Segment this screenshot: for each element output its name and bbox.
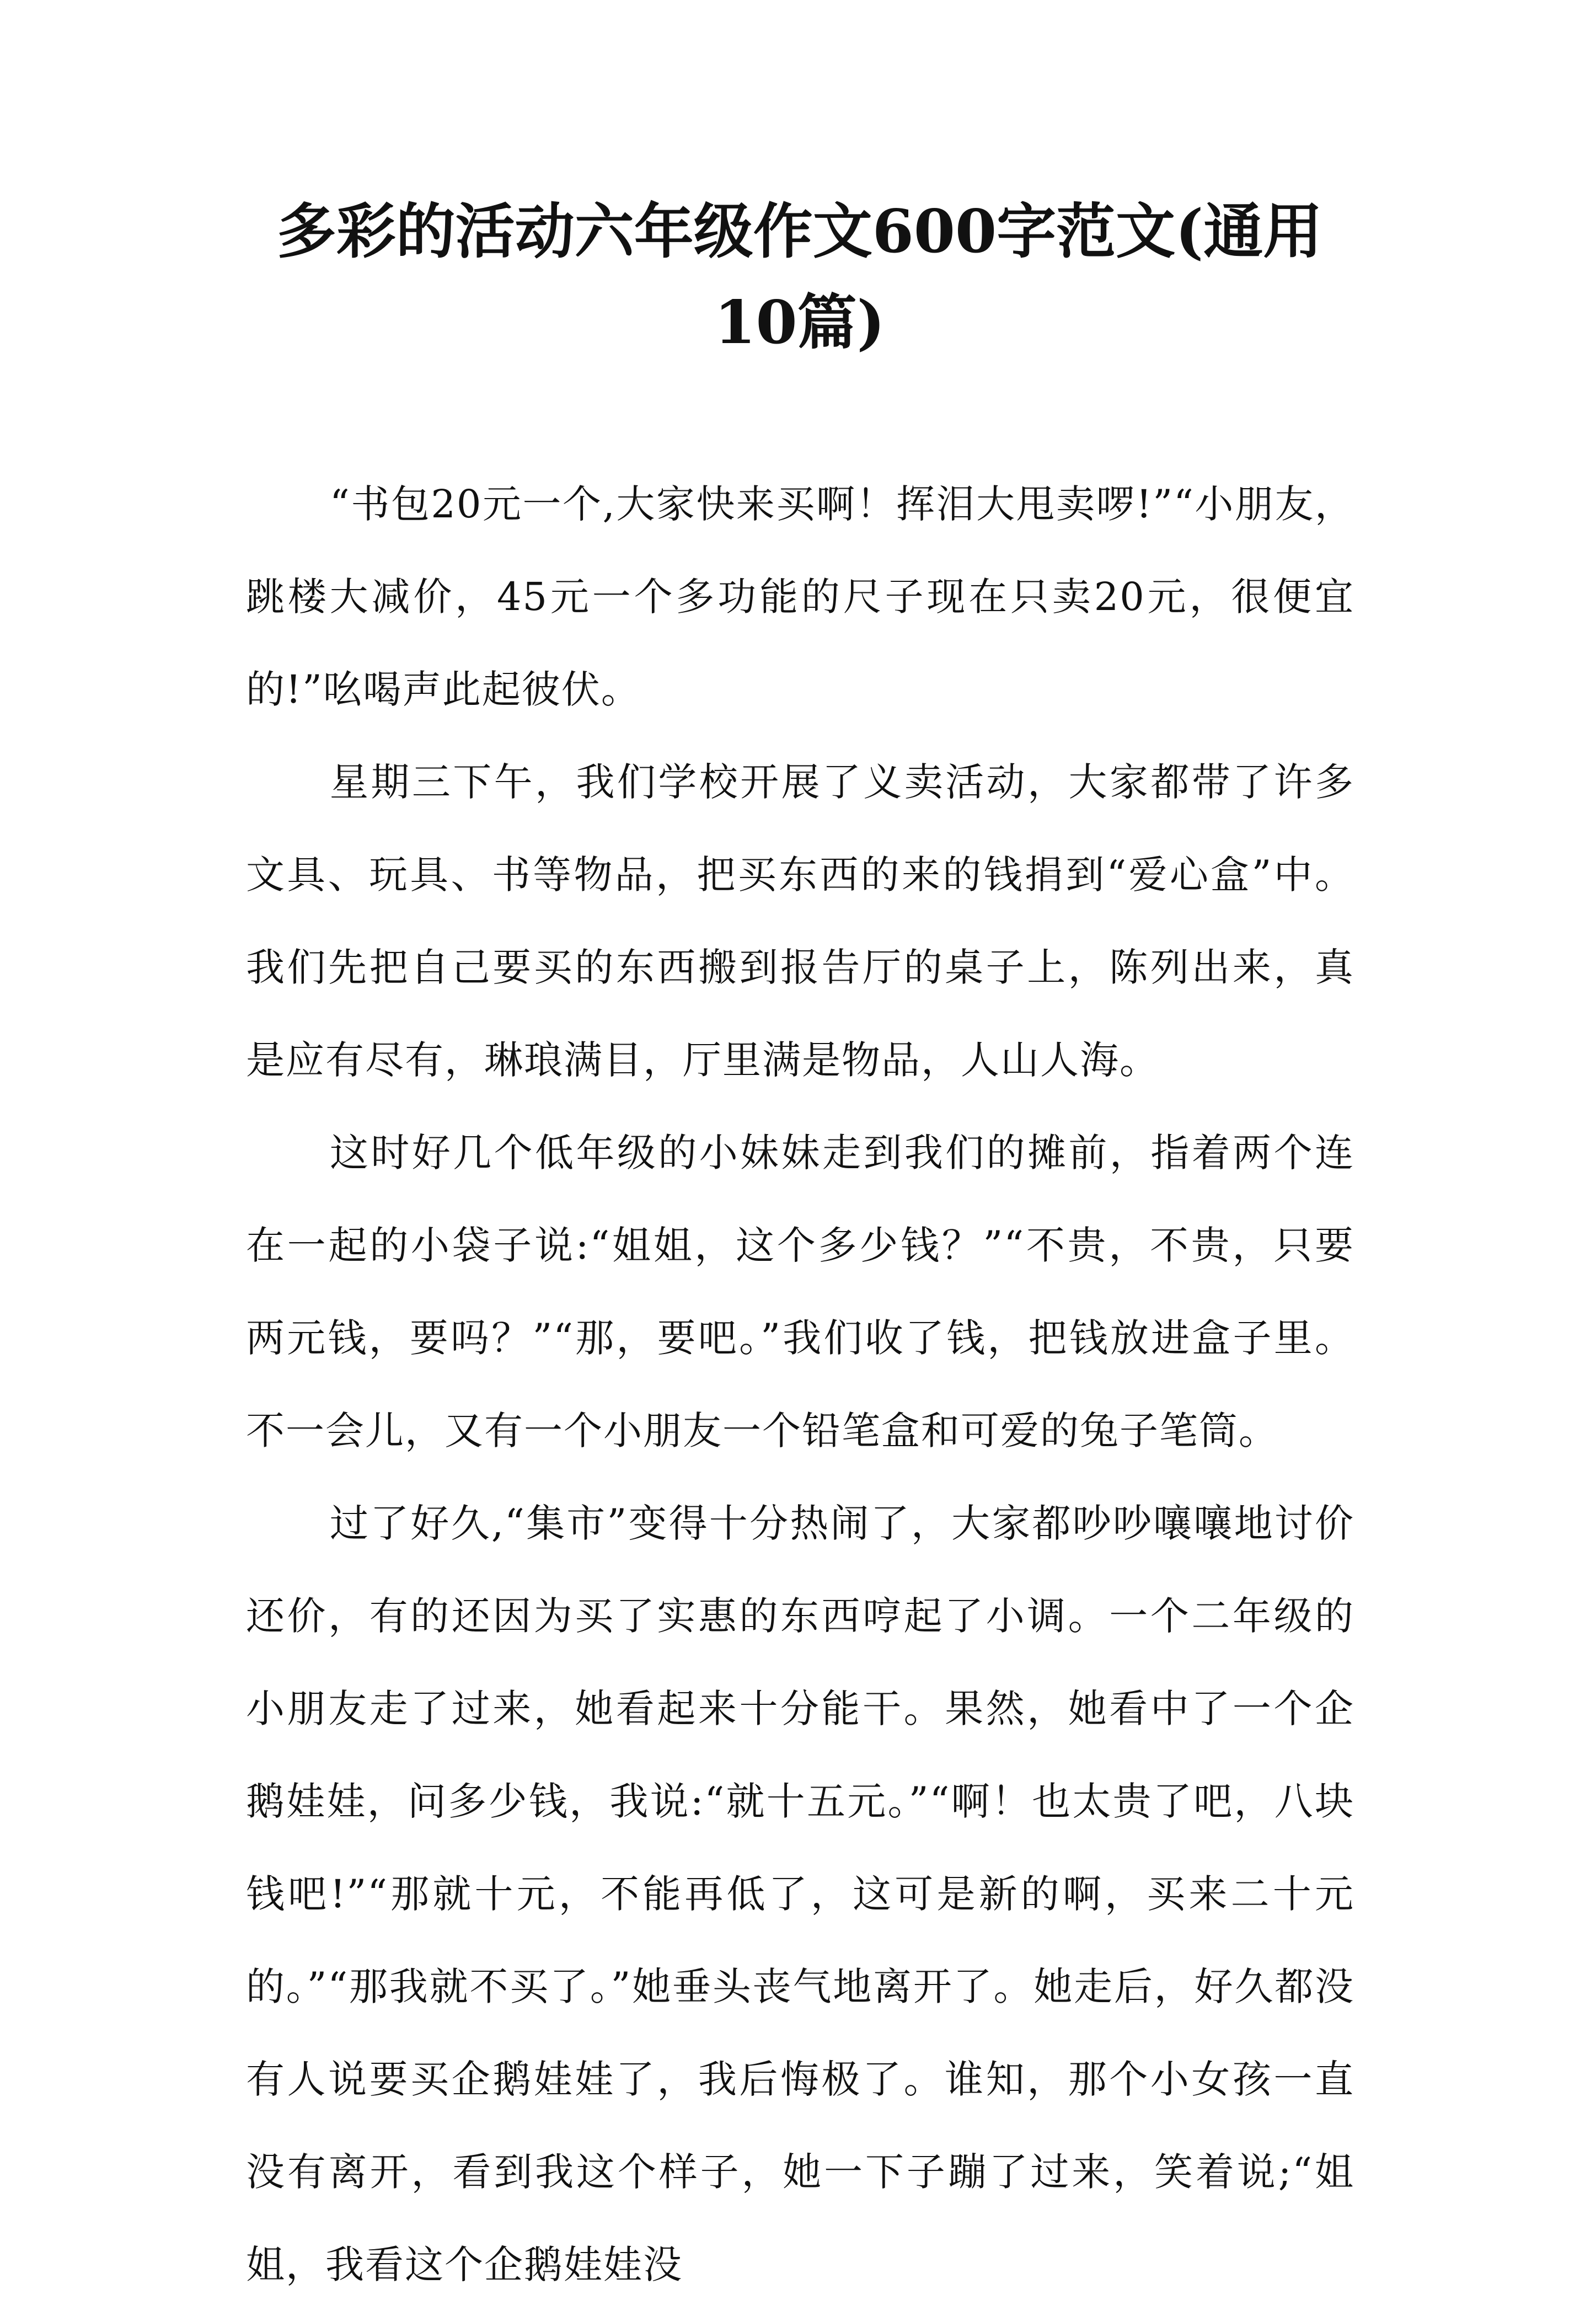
document-title: 多彩的活动六年级作文600字范文(通用10篇) <box>276 197 1323 357</box>
paragraph-1: “书包20元一个,大家快来买啊！挥泪大甩卖啰!”“小朋友，跳楼大减价，45元一个多功能的尺子现在只卖20元，很便宜的!”吆喝声此起彼伏。 <box>246 482 1354 712</box>
paragraph-4: 过了好久,“集市”变得十分热闹了，大家都吵吵嚷嚷地讨价还价，有的还因为买了实惠的东西哼起了小调。一个二年级的小朋友走了过来，她看起来十分能干。果然，她看中了一个企鹅娃娃，问多少钱，我说:“就十五元。”“啊！也太贵了吧，八块钱吧!”“那就十元，不能再低了，这可是新的啊，买来二十元的。”“那我就不买了。”她垂头丧气地离开了。她走后，好久都没有人说要买企鹅娃娃了，我后悔极了。谁知，那个小女孩一直没有离开，看到我这个样子，她一下子蹦了过来，笑着说;“姐姐，我看这个企鹅娃娃没 <box>246 1501 1354 2287</box>
paragraph-3: 这时好几个低年级的小妹妹走到我们的摊前，指着两个连在一起的小袋子说:“姐姐，这个多少钱？”“不贵，不贵，只要两元钱，要吗？”“那，要吧。”我们收了钱，把钱放进盒子里。不一会儿，又有一个小朋友一个铅笔盒和可爱的兔子笔筒。 <box>246 1130 1354 1453</box>
document-body <box>246 458 1354 2311</box>
paragraph-2: 星期三下午，我们学校开展了义卖活动，大家都带了许多文具、玩具、书等物品，把买东西的来的钱捐到“爱心盒”中。我们先把自己要买的东西搬到报告厅的桌子上，陈列出来，真是应有尽有，琳琅满目，厅里满是物品，人山人海。 <box>246 759 1354 1083</box>
